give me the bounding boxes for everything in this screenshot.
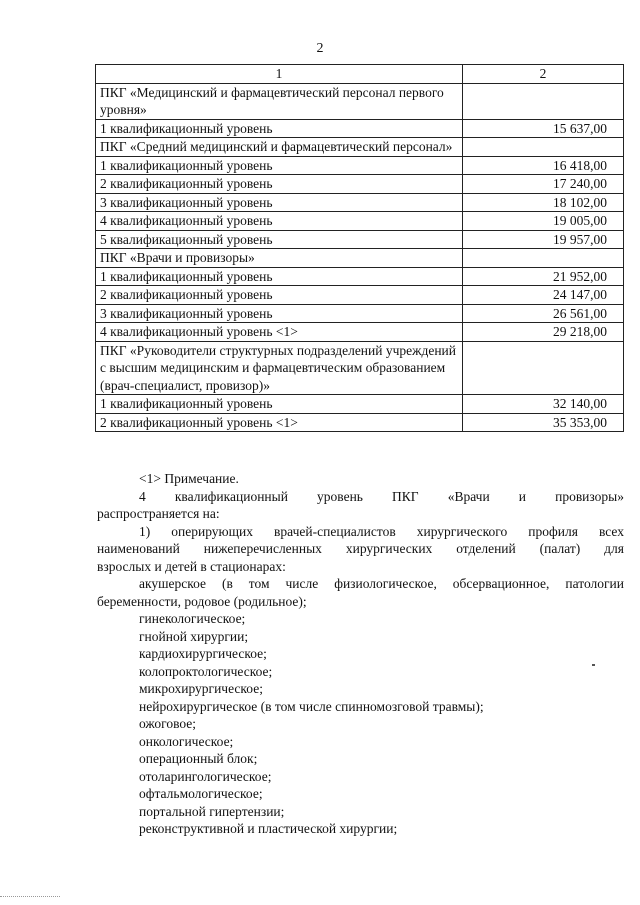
row-value: 35 353,00: [463, 413, 624, 432]
table-row: [96, 119, 624, 138]
page-number: 2: [316, 41, 324, 56]
note-item-line: взрослых и детей в стационарах:: [97, 558, 286, 574]
row-value: 15 637,00: [463, 119, 624, 138]
table-row: [96, 156, 624, 175]
table-row: [96, 341, 624, 395]
salary-table: [95, 64, 624, 432]
table-row: [96, 175, 624, 194]
table-row: [96, 413, 624, 432]
table-row: [96, 193, 624, 212]
row-label: 3 квалификационный уровень: [96, 193, 463, 212]
row-label: 2 квалификационный уровень: [96, 175, 463, 194]
department-item: микрохирургическое;: [139, 681, 263, 696]
row-label: 4 квалификационный уровень <1>: [96, 323, 463, 342]
department-item: гинекологическое;: [139, 611, 246, 626]
row-value: 29 218,00: [463, 323, 624, 342]
row-value: [463, 138, 624, 157]
row-value: 32 140,00: [463, 395, 624, 414]
row-label: 4 квалификационный уровень: [96, 212, 463, 231]
scan-speck: [592, 664, 595, 666]
department-item: гнойной хирургии;: [139, 628, 249, 644]
department-item: нейрохирургическое (в том числе спинномозговой травмы);: [139, 698, 484, 714]
table-row: [96, 212, 624, 231]
row-label: ПКГ «Руководители структурных подразделений учреждений с высшим медицинским и фармацевтическим образованием (врач-специалист, провизор)»: [96, 341, 463, 395]
table-row: [96, 83, 624, 119]
row-label: 5 квалификационный уровень: [96, 230, 463, 249]
notes-section: [97, 470, 624, 838]
row-value: 18 102,00: [463, 193, 624, 212]
note-intro-line: 4 квалификационный уровень ПКГ «Врачи и провизоры»: [139, 488, 624, 504]
table-row: [96, 286, 624, 305]
row-label: 1 квалификационный уровень: [96, 156, 463, 175]
row-label: ПКГ «Врачи и провизоры»: [96, 249, 463, 268]
department-item: онкологическое;: [139, 733, 234, 749]
note-item-line: наименований нижеперечисленных хирургических отделений (палат) для: [97, 541, 624, 556]
row-label: 2 квалификационный уровень: [96, 286, 463, 305]
scan-edge-mark: [0, 896, 60, 900]
department-item: ожоговое;: [139, 716, 197, 731]
row-value: [463, 83, 624, 119]
row-value: [463, 341, 624, 395]
note-title: <1> Примечание.: [139, 471, 239, 486]
row-value: 17 240,00: [463, 175, 624, 194]
row-label: 3 квалификационный уровень: [96, 304, 463, 323]
department-item: офтальмологическое;: [139, 786, 263, 801]
table-row: [96, 395, 624, 414]
department-item: портальной гипертензии;: [139, 803, 285, 819]
row-value: 24 147,00: [463, 286, 624, 305]
row-label: ПКГ «Средний медицинский и фармацевтический персонал»: [96, 138, 463, 157]
row-label: 1 квалификационный уровень: [96, 267, 463, 286]
department-item: колопроктологическое;: [139, 663, 273, 679]
row-value: 21 952,00: [463, 267, 624, 286]
department-item: реконструктивной и пластической хирургии;: [139, 821, 398, 836]
table-row: [96, 267, 624, 286]
row-label: ПКГ «Медицинский и фармацевтический персонал первого уровня»: [96, 83, 463, 119]
table-row: [96, 323, 624, 342]
row-label: 1 квалификационный уровень: [96, 119, 463, 138]
row-value: 19 957,00: [463, 230, 624, 249]
table-header-row: [96, 65, 624, 84]
row-value: 19 005,00: [463, 212, 624, 231]
column-header-2: 2: [463, 65, 624, 84]
department-item: акушерское (в том числе физиологическое, обсервационное, патологии: [139, 576, 624, 591]
table-row: [96, 304, 624, 323]
note-intro-line: распространяется на:: [97, 506, 220, 521]
department-item: беременности, родовое (родильное);: [97, 593, 307, 609]
table-row: [96, 138, 624, 157]
row-value: 26 561,00: [463, 304, 624, 323]
row-value: 16 418,00: [463, 156, 624, 175]
table-row: [96, 230, 624, 249]
department-item: операционный блок;: [139, 751, 258, 766]
column-header-1: 1: [96, 65, 463, 84]
department-item: отоларингологическое;: [139, 768, 272, 784]
row-label: 2 квалификационный уровень <1>: [96, 413, 463, 432]
row-value: [463, 249, 624, 268]
row-label: 1 квалификационный уровень: [96, 395, 463, 414]
department-item: кардиохирургическое;: [139, 646, 267, 661]
note-item-line: 1) оперирующих врачей-специалистов хирургического профиля всех: [139, 523, 624, 539]
table-row: [96, 249, 624, 268]
